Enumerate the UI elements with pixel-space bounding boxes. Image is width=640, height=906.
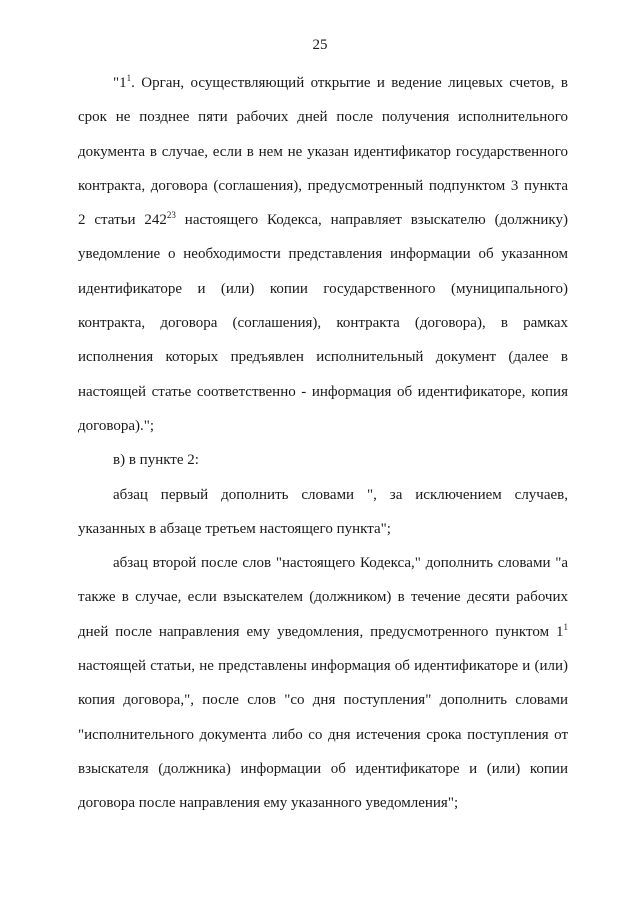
paragraph-1-1-organ — [78, 66, 568, 443]
document-body — [78, 66, 568, 821]
paragraph-abzac-vtoroi — [78, 546, 568, 820]
paragraph-text: "1 — [113, 75, 127, 91]
paragraph-text: абзац второй после слов "настоящего Кодекса," дополнить словами "а также в случае, если взыскателем (должником) в течение десяти рабочих дней после направления ему уведомления, предусмотренного пунктом 1 — [78, 555, 568, 640]
paragraph-abzac-pervyi: абзац первый дополнить словами ", за исключением случаев, указанных в абзаце третьем настоящего пункта"; — [78, 486, 568, 537]
superscript: 1 — [126, 73, 132, 83]
superscript: 1 — [563, 621, 568, 632]
paragraph-text: настоящей статьи, не представлены информация об идентификаторе и (или) копия договора,", после слов "со дня поступления" дополнить словами "исполнительного документа либо со дня истечения срока поступления от взыскателя (должника) информации об идентификаторе и (или) копии договора после направления ему указанного уведомления"; — [78, 658, 568, 812]
paragraph-text: . Орган, осуществляющий открытие и ведение лицевых счетов, в срок не позднее пяти рабочих дней после получения исполнительного документа в случае, если в нем не указан идентификатор государственного контракта, договора (соглашения), предусмотренный подпунктом 3 пункта 2 статьи 242 — [78, 75, 568, 229]
paragraph-text: настоящего Кодекса, направляет взыскателю (должнику) уведомление о необходимости представления информации об указанном идентификаторе и (или) копии государственного (муниципального) контракта, договора (соглашения), контракта (договора), в рамках исполнения которых предъявлен исполнительный документ (далее в настоящей статье соответственно - информация об идентификаторе, копия договора)."; — [78, 212, 568, 434]
paragraph-v-punkt-2: в) в пункте 2: — [113, 452, 199, 469]
superscript: 23 — [166, 210, 176, 221]
page-number: 25 — [312, 37, 328, 53]
